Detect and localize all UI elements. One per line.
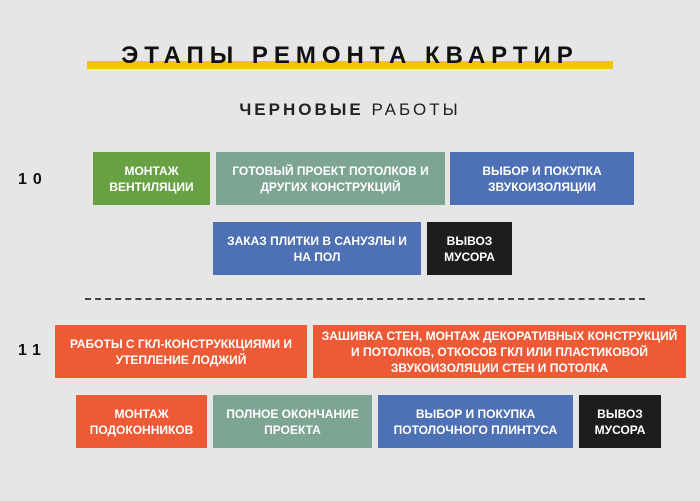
stage-11-task-waste-removal: ВЫВОЗ МУСОРА [579, 395, 661, 448]
title-block [0, 40, 700, 76]
stage-10-task-ceiling-project: ГОТОВЫЙ ПРОЕКТ ПОТОЛКОВ И ДРУГИХ КОНСТРУКЦИЙ [216, 152, 445, 205]
stage-divider [85, 298, 645, 300]
stage-10-task-waste-removal: ВЫВОЗ МУСОРА [427, 222, 512, 275]
page-title: ЭТАПЫ РЕМОНТА КВАРТИР [121, 42, 579, 69]
subtitle-bold-word: ЧЕРНОВЫЕ [239, 100, 364, 119]
stage-11-task-project-completion: ПОЛНОЕ ОКОНЧАНИЕ ПРОЕКТА [213, 395, 372, 448]
stage-label-10: 10 [18, 171, 48, 188]
stage-11-task-windowsills: МОНТАЖ ПОДОКОННИКОВ [76, 395, 207, 448]
stage-10-task-ventilation: МОНТАЖ ВЕНТИЛЯЦИИ [93, 152, 210, 205]
section-subtitle [0, 100, 700, 120]
stage-10-task-tile-order: ЗАКАЗ ПЛИТКИ В САНУЗЛЫ И НА ПОЛ [213, 222, 421, 275]
subtitle-normal-word: РАБОТЫ [371, 100, 461, 119]
stage-label-11: 11 [18, 342, 47, 359]
stage-11-task-wall-sheathing: ЗАШИВКА СТЕН, МОНТАЖ ДЕКОРАТИВНЫХ КОНСТРУКЦИЙ И ПОТОЛКОВ, ОТКОСОВ ГКЛ ИЛИ ПЛАСТИКОВОЙ ЗВУКОИЗОЛЯЦИИ СТЕН И ПОТОЛКА [313, 325, 686, 378]
stage-11-task-gkl-structures: РАБОТЫ С ГКЛ-КОНСТРУККЦИЯМИ И УТЕПЛЕНИЕ ЛОДЖИЙ [55, 325, 307, 378]
stage-11-task-ceiling-plinth: ВЫБОР И ПОКУПКА ПОТОЛОЧНОГО ПЛИНТУСА [378, 395, 573, 448]
stage-10-task-soundproofing: ВЫБОР И ПОКУПКА ЗВУКОИЗОЛЯЦИИ [450, 152, 634, 205]
